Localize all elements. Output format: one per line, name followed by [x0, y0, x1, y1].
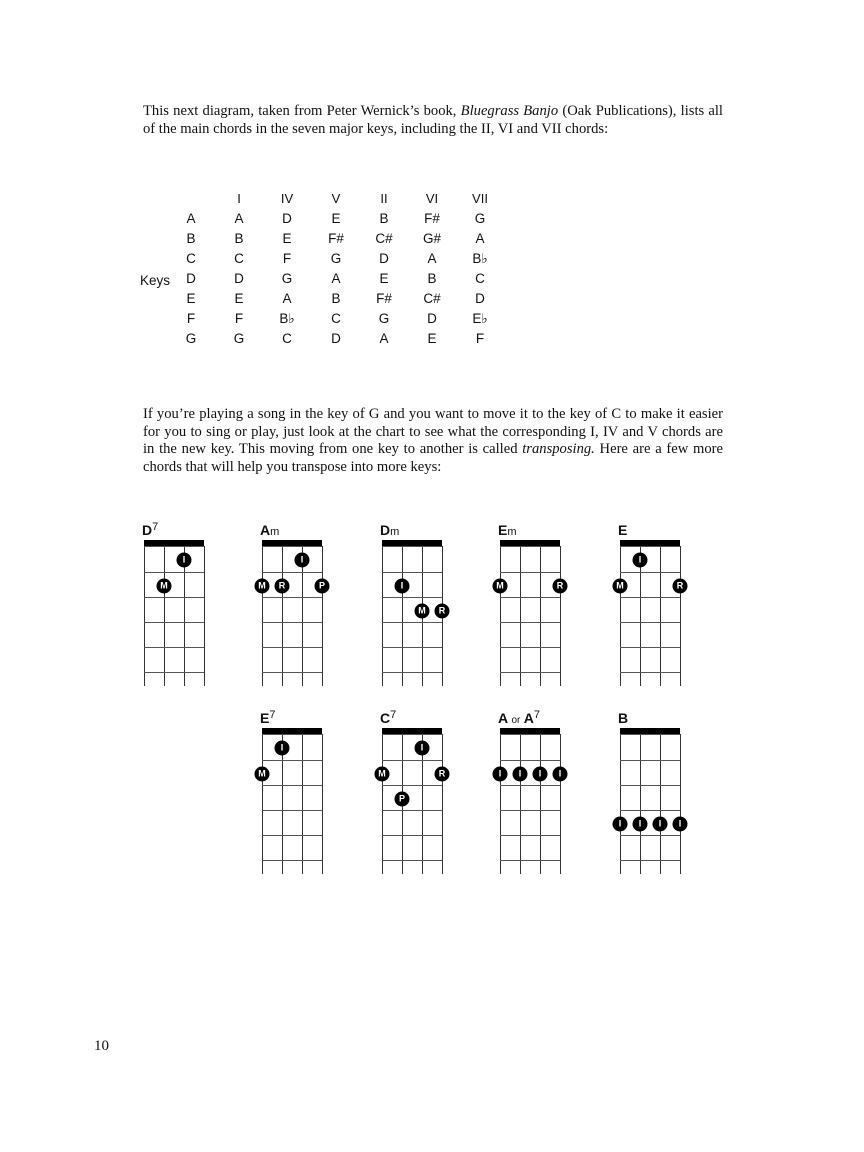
transpose-text-end: Here are a few more chords that will help you transpose into more keys: [143, 441, 723, 475]
chord-superscript: 7 [152, 521, 159, 533]
fret-line [262, 622, 322, 623]
finger-dot: R [435, 604, 450, 619]
string-line [620, 734, 621, 874]
chord-diagram [258, 522, 325, 690]
key-label: A [186, 211, 196, 226]
chord-cell: E [379, 271, 389, 286]
chord-root: A [498, 710, 508, 726]
chord-cell: F [282, 251, 292, 266]
chord-diagram [258, 709, 324, 878]
chord-cell: E [331, 211, 341, 226]
fret-line [382, 572, 442, 573]
chord-cell: C# [423, 291, 441, 306]
string-line [520, 546, 521, 686]
string-line [204, 546, 205, 686]
finger-dot: I [493, 767, 508, 782]
chord-cell: B♭ [472, 251, 488, 266]
fret-line [262, 672, 322, 673]
chord-cell: D [234, 271, 244, 286]
string-line [262, 546, 263, 686]
chord-superscript: 7 [533, 709, 541, 721]
chord-diagram [380, 522, 446, 690]
fret-line [620, 647, 680, 648]
chord-cell: C [234, 251, 244, 266]
chord-cell: C [282, 331, 292, 346]
string-line [322, 546, 323, 686]
finger-dot: I [673, 817, 688, 832]
chord-root: E [498, 522, 508, 538]
chord-cell: E♭ [472, 311, 488, 326]
chord-cell: G [474, 211, 486, 226]
chord-superscript: 7 [390, 709, 397, 721]
chord-cell: G# [422, 231, 441, 246]
finger-dot: M [415, 604, 430, 619]
chord-cell: F# [424, 211, 440, 226]
string-line [164, 546, 165, 686]
fret-line [262, 835, 322, 836]
finger-dot: I [415, 741, 430, 756]
column-header-ii: II [380, 191, 388, 206]
chord-root: E [260, 710, 270, 726]
chord-root-alt: A [523, 710, 534, 726]
fret-line [262, 860, 322, 861]
fret-line [500, 734, 560, 735]
page-number: 10 [94, 1038, 109, 1054]
column-header-v: V [331, 191, 341, 206]
finger-dot: I [633, 553, 648, 568]
chord-name [618, 522, 627, 538]
fret-line [500, 860, 560, 861]
fret-line [620, 760, 680, 761]
string-line [640, 734, 641, 874]
finger-dot: I [295, 553, 310, 568]
fret-line [262, 572, 322, 573]
fret-line [620, 572, 680, 573]
fret-line [262, 734, 322, 735]
key-label: C [186, 251, 196, 266]
chord-cell: B [234, 231, 244, 246]
chord-cell: D [282, 211, 292, 226]
chord-diagram [498, 709, 562, 878]
string-line [144, 546, 145, 686]
fret-line [144, 647, 204, 648]
string-line [680, 734, 681, 874]
intro-paragraph [143, 103, 723, 138]
chord-cell: G [281, 271, 293, 286]
keys-row-label: Keys [140, 273, 171, 288]
fret-line [262, 647, 322, 648]
fret-line [262, 546, 322, 547]
chord-cell: F# [376, 291, 392, 306]
chord-root: D [380, 522, 391, 538]
chord-root: D [142, 522, 153, 538]
chord-cell: F# [328, 231, 344, 246]
finger-dot: R [553, 579, 568, 594]
key-label: E [186, 291, 196, 306]
fret-line [382, 785, 442, 786]
string-line [540, 734, 541, 874]
finger-dot: I [553, 767, 568, 782]
fret-line [500, 572, 560, 573]
finger-dot: I [533, 767, 548, 782]
chord-cell: D [379, 251, 389, 266]
finger-dot: I [275, 741, 290, 756]
chord-root: C [380, 710, 391, 726]
fret-line [382, 860, 442, 861]
fret-line [144, 672, 204, 673]
column-header-iv: IV [280, 191, 294, 206]
key-label: D [186, 271, 196, 286]
chord-root: A [260, 522, 271, 538]
fret-line [382, 546, 442, 547]
chord-cell: A [234, 211, 244, 226]
string-line [382, 546, 383, 686]
chord-diagram [616, 522, 684, 690]
finger-dot: P [395, 792, 410, 807]
string-line [382, 734, 383, 874]
string-line [520, 734, 521, 874]
fret-line [500, 672, 560, 673]
fret-line [382, 835, 442, 836]
fret-line [382, 760, 442, 761]
chord-cell: D [331, 331, 341, 346]
string-line [560, 546, 561, 686]
chord-diagram [496, 522, 564, 690]
chord-name [142, 522, 158, 538]
fret-line [382, 597, 442, 598]
fret-line [382, 810, 442, 811]
finger-dot: P [315, 579, 330, 594]
fret-line [144, 546, 204, 547]
chord-name [618, 710, 628, 726]
transposing-paragraph [143, 406, 723, 476]
fret-line [382, 672, 442, 673]
chord-cell: F [475, 331, 485, 346]
finger-dot: M [255, 767, 270, 782]
fret-line [620, 835, 680, 836]
chord-diagram [618, 710, 682, 878]
finger-dot: M [613, 579, 628, 594]
chord-cell: C# [375, 231, 393, 246]
fret-line [500, 760, 560, 761]
fret-line [500, 546, 560, 547]
fret-line [262, 760, 322, 761]
chord-cell: E [427, 331, 437, 346]
chord-cell: B [379, 211, 389, 226]
finger-dot: I [177, 553, 192, 568]
transpose-text-start: If you’re playing a song in the key of G and you want to move it to the key of C to make it easier for you to sing or play, just look at the chart to see what the corresponding I, IV and V chords are in the new key. This moving from one key to another is called [143, 406, 723, 457]
chord-diagram [378, 709, 446, 878]
fret-line [144, 572, 204, 573]
chord-cell: E [282, 231, 292, 246]
fret-line [620, 785, 680, 786]
chord-suffix: m [390, 526, 400, 538]
chord-cell: C [331, 311, 341, 326]
chord-cell: G [233, 331, 245, 346]
chord-cell: B [331, 291, 341, 306]
finger-dot: R [673, 579, 688, 594]
string-line [620, 546, 621, 686]
fret-line [500, 647, 560, 648]
chord-cell: D [475, 291, 485, 306]
chord-root: B [618, 710, 629, 726]
fret-line [262, 785, 322, 786]
fret-line [382, 647, 442, 648]
finger-dot: I [633, 817, 648, 832]
string-line [560, 734, 561, 874]
string-line [322, 734, 323, 874]
string-line [500, 546, 501, 686]
fret-line [382, 622, 442, 623]
string-line [500, 734, 501, 874]
chord-cell: A [427, 251, 437, 266]
finger-dot: I [513, 767, 528, 782]
string-line [302, 734, 303, 874]
string-line [402, 546, 403, 686]
fret-line [620, 734, 680, 735]
chord-or: or [511, 715, 521, 726]
fret-line [262, 810, 322, 811]
chord-cell: F [234, 311, 244, 326]
chord-name [498, 522, 517, 538]
intro-text-end: (Oak Publications), lists all of the main chords in the seven major keys, including the II, VI and VII chords: [143, 103, 723, 137]
fret-line [620, 860, 680, 861]
fret-line [500, 785, 560, 786]
string-line [680, 546, 681, 686]
fret-line [620, 810, 680, 811]
fret-line [620, 597, 680, 598]
chord-cell: D [427, 311, 437, 326]
string-line [660, 546, 661, 686]
chord-name [380, 710, 396, 726]
fret-line [620, 546, 680, 547]
key-label: B [186, 231, 196, 246]
key-label: F [186, 311, 196, 326]
chord-diagram [142, 521, 206, 690]
chord-name [380, 522, 399, 538]
chord-cell: A [331, 271, 341, 286]
finger-dot: M [157, 579, 172, 594]
chord-root: E [618, 522, 628, 538]
chord-cell: G [330, 251, 342, 266]
chord-name [260, 710, 275, 726]
finger-dot: R [275, 579, 290, 594]
column-header-vii: VII [472, 191, 488, 206]
chord-cell: G [378, 311, 390, 326]
column-header-i: I [237, 191, 241, 206]
chord-name [260, 522, 279, 538]
finger-dot: R [435, 767, 450, 782]
finger-dot: M [375, 767, 390, 782]
column-header-vi: VI [425, 191, 439, 206]
chord-superscript: 7 [269, 709, 276, 721]
fret-line [500, 810, 560, 811]
string-line [282, 546, 283, 686]
fret-line [500, 835, 560, 836]
finger-dot: M [493, 579, 508, 594]
chord-cell: B♭ [279, 311, 295, 326]
fret-line [620, 672, 680, 673]
fret-line [144, 622, 204, 623]
fret-line [382, 734, 442, 735]
book-title: Bluegrass Banjo [460, 103, 559, 119]
string-line [262, 734, 263, 874]
string-line [442, 734, 443, 874]
chord-cell: C [475, 271, 485, 286]
chord-cell: A [379, 331, 389, 346]
chord-cell: B [427, 271, 437, 286]
fret-line [620, 622, 680, 623]
chord-cell: A [475, 231, 485, 246]
string-line [660, 734, 661, 874]
string-line [540, 546, 541, 686]
finger-dot: M [255, 579, 270, 594]
chord-cell: E [234, 291, 244, 306]
finger-dot: I [395, 579, 410, 594]
chord-name [498, 710, 540, 726]
chord-suffix: m [507, 526, 517, 538]
chord-suffix: m [270, 526, 280, 538]
fret-line [262, 597, 322, 598]
transposing-term: transposing. [522, 441, 595, 457]
finger-dot: I [653, 817, 668, 832]
fret-line [500, 597, 560, 598]
fret-line [500, 622, 560, 623]
key-label: G [185, 331, 197, 346]
fret-line [144, 597, 204, 598]
finger-dot: I [613, 817, 628, 832]
intro-text-start: This next diagram, taken from Peter Wernick’s book, [143, 103, 461, 119]
chord-cell: A [282, 291, 292, 306]
